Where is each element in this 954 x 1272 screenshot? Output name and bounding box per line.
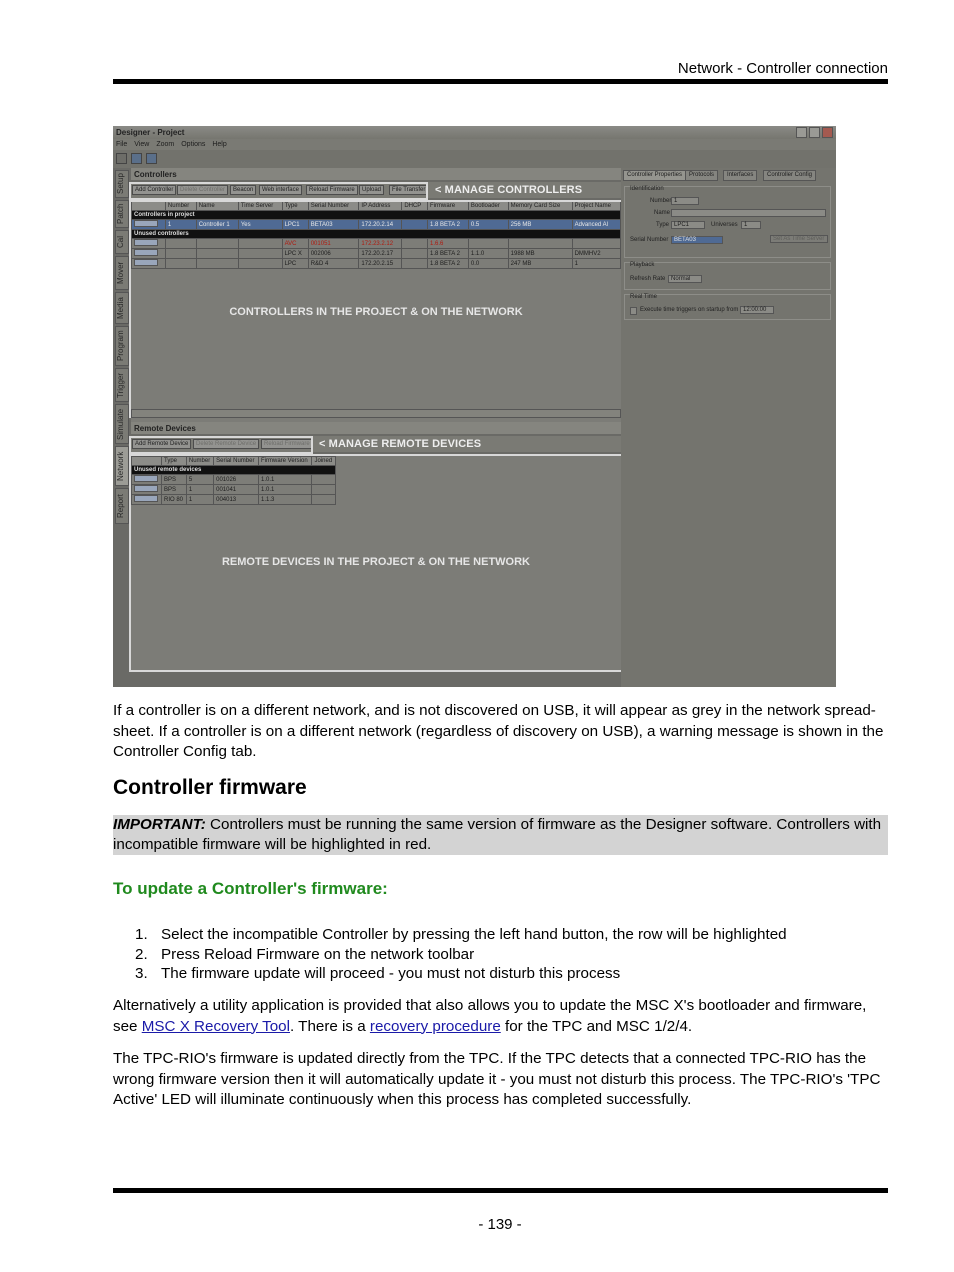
table-cell: 001026 xyxy=(214,475,259,485)
file-transfer-button[interactable]: File Transfer xyxy=(389,185,428,195)
column-header[interactable]: Memory Card Size xyxy=(508,202,572,211)
manage-controllers-callout: < MANAGE CONTROLLERS xyxy=(435,184,583,196)
column-header[interactable]: Serial Number xyxy=(214,457,259,466)
universes-select[interactable]: 1 xyxy=(741,221,761,229)
table-cell: 5 xyxy=(186,475,213,485)
name-label: Name xyxy=(654,210,671,216)
table-cell: 1.8 BETA 2 xyxy=(428,249,469,259)
remote-title-text: Remote Devices xyxy=(134,424,196,433)
section-unused-controllers: Unused controllers xyxy=(132,230,621,239)
table-cell: 172.23.2.12 xyxy=(359,239,402,249)
menu-file[interactable]: File xyxy=(116,141,128,148)
tab-interfaces[interactable]: Interfaces xyxy=(723,170,757,181)
table-cell: 1 xyxy=(186,495,213,505)
tab-media[interactable]: Media xyxy=(115,292,129,324)
minimize-icon[interactable] xyxy=(796,127,807,138)
reload-remote-firmware-button[interactable]: Reload Firmware xyxy=(261,439,313,449)
sub-heading: To update a Controller's firmware: xyxy=(113,879,388,898)
alt-text-1: Alternatively a utility application is provided that also allows you to update the MSC X's bootloader and firmware, see xyxy=(113,997,867,1035)
manage-remote-devices-callout: < MANAGE REMOTE DEVICES xyxy=(319,438,482,450)
column-header[interactable]: IP Address xyxy=(359,202,402,211)
upload-button[interactable]: Upload xyxy=(359,185,384,195)
identification-label: Identification xyxy=(630,186,664,192)
table-cell: Controller 1 xyxy=(196,220,238,230)
table-cell: 1988 MB xyxy=(508,249,572,259)
table-cell: 1.0.1 xyxy=(259,485,312,495)
menu-zoom[interactable]: Zoom xyxy=(156,141,175,148)
column-header[interactable]: Number xyxy=(186,457,213,466)
table-cell: 1.0.1 xyxy=(259,475,312,485)
table-cell: BPS xyxy=(162,485,187,495)
footer-rule xyxy=(113,1188,888,1193)
table-cell: 1.1.0 xyxy=(468,249,508,259)
step-text: Press Reload Firmware on the network toolbar xyxy=(161,945,475,963)
running-header: Network - Controller connection xyxy=(677,60,888,77)
tab-cal[interactable]: Cal xyxy=(115,230,129,254)
step-text: Select the incompatible Controller by pressing the left hand button, the row will be highlighted xyxy=(161,926,787,943)
table-cell: DMMHV2 xyxy=(572,249,620,259)
table-cell: 1 xyxy=(572,259,620,269)
column-header[interactable]: Time Server xyxy=(238,202,282,211)
number-field[interactable]: 1 xyxy=(671,197,699,205)
table-cell: 172.20.2.17 xyxy=(359,249,402,259)
properties-panel xyxy=(621,168,836,687)
alt-text-2: . There is a xyxy=(290,1017,370,1035)
remote-devices-panel-title xyxy=(131,422,621,434)
new-icon[interactable] xyxy=(116,153,127,164)
section-controllers-in-project: Controllers in project xyxy=(132,211,621,220)
column-header[interactable]: Name xyxy=(196,202,238,211)
tab-program[interactable]: Program xyxy=(115,326,129,366)
table-cell: BPS xyxy=(162,475,187,485)
open-icon[interactable] xyxy=(131,153,142,164)
table-cell: 001041 xyxy=(214,485,259,495)
table-cell: Yes xyxy=(238,220,282,230)
column-header[interactable]: Firmware xyxy=(428,202,469,211)
page-number: - 139 - xyxy=(478,1216,522,1233)
main-toolbar xyxy=(113,150,836,168)
msc-x-recovery-tool-link[interactable]: MSC X Recovery Tool xyxy=(141,1017,290,1035)
step-text: The firmware update will proceed - you must not disturb this process xyxy=(161,965,621,982)
table-cell: 247 MB xyxy=(508,259,572,269)
table-cell: BETA03 xyxy=(308,220,359,230)
tab-protocols[interactable]: Protocols xyxy=(685,170,718,181)
type-label: Type xyxy=(656,222,670,228)
controllers-horizontal-scrollbar[interactable] xyxy=(131,409,621,418)
identification-group xyxy=(624,186,831,258)
column-header[interactable]: DHCP xyxy=(402,202,428,211)
header-rule xyxy=(113,79,888,84)
name-field[interactable] xyxy=(671,209,826,217)
table-cell: AVC xyxy=(282,239,308,249)
delete-remote-device-button[interactable]: Delete Remote Device xyxy=(193,439,259,449)
table-cell: 1 xyxy=(186,485,213,495)
important-text: Controllers must be running the same version of firmware as the Designer software. Controllers with incompatible firmware will be highlighted in red. xyxy=(113,816,882,853)
column-header[interactable]: Serial Number xyxy=(308,202,359,211)
set-time-server-button[interactable]: Set As Time Server xyxy=(770,235,828,243)
delete-controller-button[interactable]: Delete Controller xyxy=(177,185,228,195)
table-cell: 1.6.6 xyxy=(428,239,469,249)
web-interface-button[interactable]: Web interface xyxy=(259,185,302,195)
list-item: 2. Press Reload Firmware on the network toolbar xyxy=(135,945,475,963)
column-header[interactable]: Number xyxy=(165,202,196,211)
table-cell: LPC1 xyxy=(282,220,308,230)
important-note xyxy=(113,815,888,855)
table-cell: LPC X xyxy=(282,249,308,259)
table-cell: 0.5 xyxy=(468,220,508,230)
number-label: Number xyxy=(650,198,672,204)
window-title: Designer - Project xyxy=(116,128,185,137)
table-cell: 1.8 BETA 2 xyxy=(428,259,469,269)
window-titlebar xyxy=(113,126,836,139)
steps-list xyxy=(135,925,787,984)
table-cell: 002006 xyxy=(308,249,359,259)
playback-group xyxy=(624,262,831,290)
execute-checkbox[interactable] xyxy=(630,307,637,315)
column-header[interactable]: Firmware Version xyxy=(259,457,312,466)
save-icon[interactable] xyxy=(146,153,157,164)
column-header[interactable]: Project Name xyxy=(572,202,620,211)
list-item: 3. The firmware update will proceed - you must not disturb this process xyxy=(135,965,621,982)
refresh-rate-label: Refresh Rate xyxy=(630,276,666,282)
menu-help[interactable]: Help xyxy=(212,141,227,148)
maximize-icon[interactable] xyxy=(809,127,820,138)
reload-firmware-button[interactable]: Reload Firmware xyxy=(306,185,358,195)
close-icon[interactable] xyxy=(822,127,833,138)
table-cell: 004013 xyxy=(214,495,259,505)
section-heading: Controller firmware xyxy=(113,776,307,799)
beacon-button[interactable]: Beacon xyxy=(230,185,256,195)
table-cell: 0.0 xyxy=(468,259,508,269)
add-controller-button[interactable]: Add Controller xyxy=(132,185,176,195)
recovery-procedure-link[interactable]: recovery procedure xyxy=(369,1017,501,1035)
tab-simulate[interactable]: Simulate xyxy=(115,404,129,444)
execute-time-triggers-label: Execute time triggers on startup from xyxy=(640,307,739,313)
serial-number-label: Serial Number xyxy=(630,237,669,243)
table-cell: 256 MB xyxy=(508,220,572,230)
table-cell: RIO 80 xyxy=(162,495,187,505)
column-header[interactable]: Joined xyxy=(312,457,336,466)
tab-controller-properties[interactable]: Controller Properties xyxy=(623,170,686,181)
realtime-group xyxy=(624,294,831,320)
menu-bar xyxy=(113,139,836,150)
tab-patch[interactable]: Patch xyxy=(115,200,129,228)
execute-time-field[interactable]: 12:00:00 xyxy=(740,306,774,314)
important-label: IMPORTANT: xyxy=(113,816,206,833)
tab-setup[interactable]: Setup xyxy=(115,170,129,198)
table-cell: 1.8 BETA 2 xyxy=(428,220,469,230)
playback-label: Playback xyxy=(630,262,655,268)
tab-controller-config[interactable]: Controller Config xyxy=(763,170,816,181)
controllers-panel-title xyxy=(131,168,621,180)
refresh-rate-select[interactable]: Normal xyxy=(668,275,702,283)
intro-paragraph: If a controller is on a different network, and is not discovered on USB, it will appear as grey in the network spread-sheet. If a controller is on a different network (regardless of discovery on USB), a warning message is shown in the Controller Config tab. xyxy=(113,702,884,760)
table-cell: LPC xyxy=(282,259,308,269)
tpc-rio-paragraph: The TPC-RIO's firmware is updated directly from the TPC. If the TPC detects that a connected TPC-RIO has the wrong firmware version then it will automatically update it - you must not disturb this process. The TPC-RIO's 'TPC Active' LED will illuminate continuously when this process has completed successfully. xyxy=(113,1050,881,1108)
table-cell: R&D 4 xyxy=(308,259,359,269)
manage-controllers-highlight xyxy=(129,182,428,200)
table-cell: 1.1.3 xyxy=(259,495,312,505)
universes-label: Universes xyxy=(711,222,738,228)
tab-mover[interactable]: Mover xyxy=(115,256,129,290)
serial-number-select[interactable]: BETA03 xyxy=(671,236,723,244)
table-cell: 1 xyxy=(165,220,196,230)
table-cell: 001051 xyxy=(308,239,359,249)
controllers-area-label: CONTROLLERS IN THE PROJECT & ON THE NETWORK xyxy=(229,306,523,318)
menu-view[interactable]: View xyxy=(134,141,150,148)
remote-area-label: REMOTE DEVICES IN THE PROJECT & ON THE NETWORK xyxy=(221,556,531,568)
manage-remote-devices-highlight xyxy=(129,436,313,454)
type-select[interactable]: LPC1 xyxy=(671,221,705,229)
menu-options[interactable]: Options xyxy=(181,141,206,148)
tab-report[interactable]: Report xyxy=(115,488,129,524)
column-header[interactable]: Type xyxy=(282,202,308,211)
alt-text-3: for the TPC and MSC 1/2/4. xyxy=(500,1017,693,1035)
tab-trigger[interactable]: Trigger xyxy=(115,368,129,402)
add-remote-device-button[interactable]: Add Remote Device xyxy=(132,439,191,449)
list-item: 1. Select the incompatible Controller by pressing the left hand button, the row will be highlighted xyxy=(135,926,787,943)
controllers-title-text: Controllers xyxy=(134,170,177,179)
designer-screenshot xyxy=(113,126,836,687)
table-cell: 172.20.2.15 xyxy=(359,259,402,269)
tab-network[interactable]: Network xyxy=(115,446,129,486)
realtime-label: Real Time xyxy=(630,294,658,300)
section-unused-remote-devices: Unused remote devices xyxy=(132,466,336,475)
column-header[interactable]: Type xyxy=(162,457,187,466)
table-cell: 172.20.2.14 xyxy=(359,220,402,230)
alternative-paragraph xyxy=(113,996,893,1037)
table-cell: Advanced Al xyxy=(572,220,620,230)
column-header[interactable]: Bootloader xyxy=(468,202,508,211)
